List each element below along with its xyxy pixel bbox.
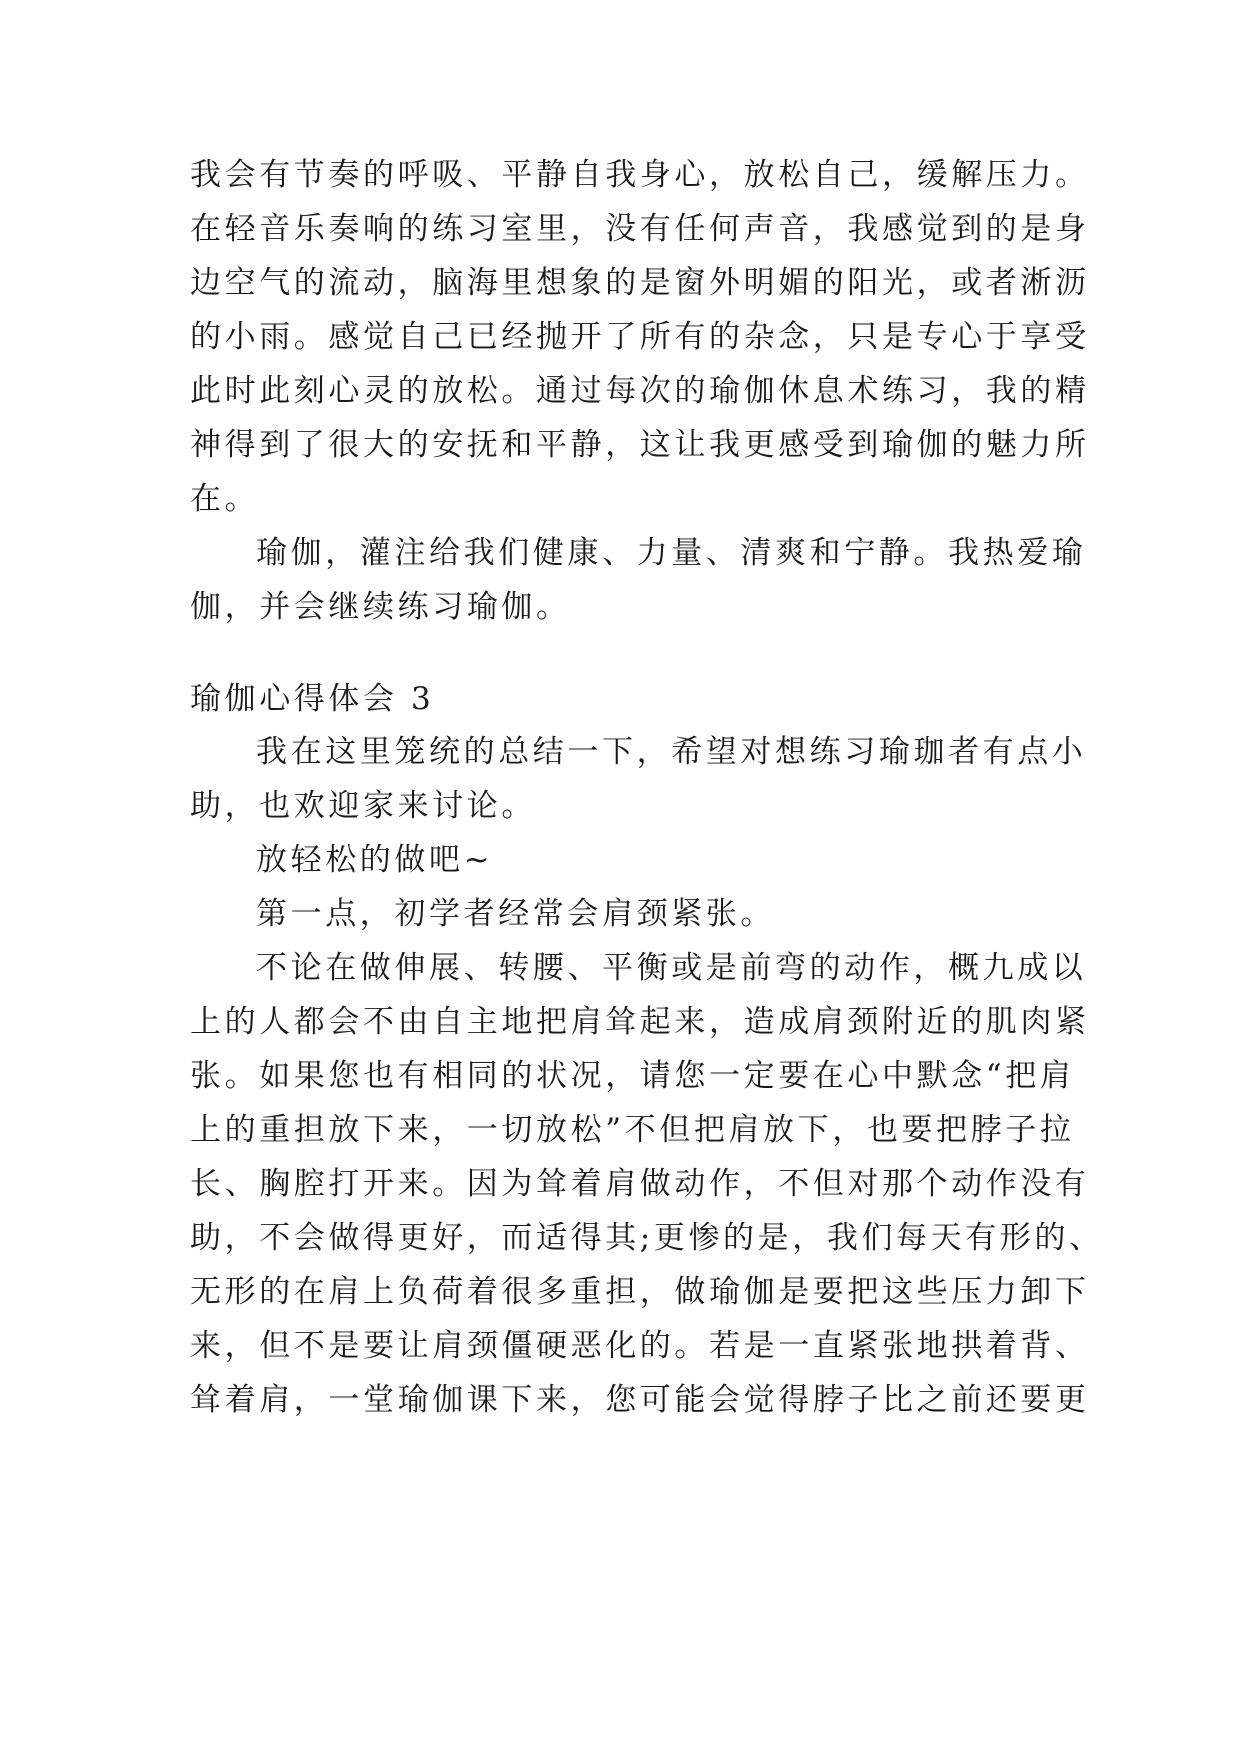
paragraph-line: 耸着肩，一堂瑜伽课下来，您可能会觉得脖子比之前还要更 [190,1382,1090,1418]
paragraph-line: 我会有节奏的呼吸、平静自我身心，放松自己，缓解压力。 [190,157,1090,193]
paragraph-line: 上的重担放下来，一切放松”不但把肩放下，也要把脖子拉 [190,1112,1075,1148]
paragraph-line: 张。如果您也有相同的状况，请您一定要在心中默念“把肩 [190,1058,1075,1094]
paragraph-line: 瑜伽，灌注给我们健康、力量、清爽和宁静。我热爱瑜 [256,535,1087,571]
paragraph-line: 此时此刻心灵的放松。通过每次的瑜伽休息术练习，我的精 [190,373,1090,409]
paragraph-line: 的小雨。感觉自己已经抛开了所有的杂念，只是专心于享受 [190,319,1090,355]
paragraph-line: 伽，并会继续练习瑜伽。 [190,589,571,625]
paragraph-line: 第一点，初学者经常会肩颈紧张。 [256,896,775,932]
paragraph-line: 上的人都会不由自主地把肩耸起来，造成肩颈附近的肌肉紧 [190,1004,1090,1040]
paragraph-line: 无形的在肩上负荷着很多重担，做瑜伽是要把这些压力卸下 [190,1274,1090,1310]
paragraph-line: 来，但不是要让肩颈僵硬恶化的。若是一直紧张地拱着背、 [190,1328,1090,1364]
paragraph-line: 在。 [190,481,260,517]
paragraph-line: 助，不会做得更好，而适得其;更惨的是，我们每天有形的、 [190,1220,1104,1256]
paragraph-line: 边空气的流动，脑海里想象的是窗外明媚的阳光，或者淅沥 [190,265,1090,301]
paragraph-line: 不论在做伸展、转腰、平衡或是前弯的动作，概九成以 [256,950,1087,986]
paragraph-line: 长、胸腔打开来。因为耸着肩做动作，不但对那个动作没有 [190,1166,1090,1202]
paragraph-line: 我在这里笼统的总结一下，希望对想练习瑜珈者有点小 [256,734,1087,770]
paragraph-line: 助，也欢迎家来讨论。 [190,788,536,824]
paragraph-line: 放轻松的做吧~ [256,842,494,878]
paragraph-line: 神得到了很大的安抚和平静，这让我更感受到瑜伽的魅力所 [190,427,1090,463]
paragraph-line: 在轻音乐奏响的练习室里，没有任何声音，我感觉到的是身 [190,211,1090,247]
section-heading: 瑜伽心得体会 3 [190,681,435,717]
